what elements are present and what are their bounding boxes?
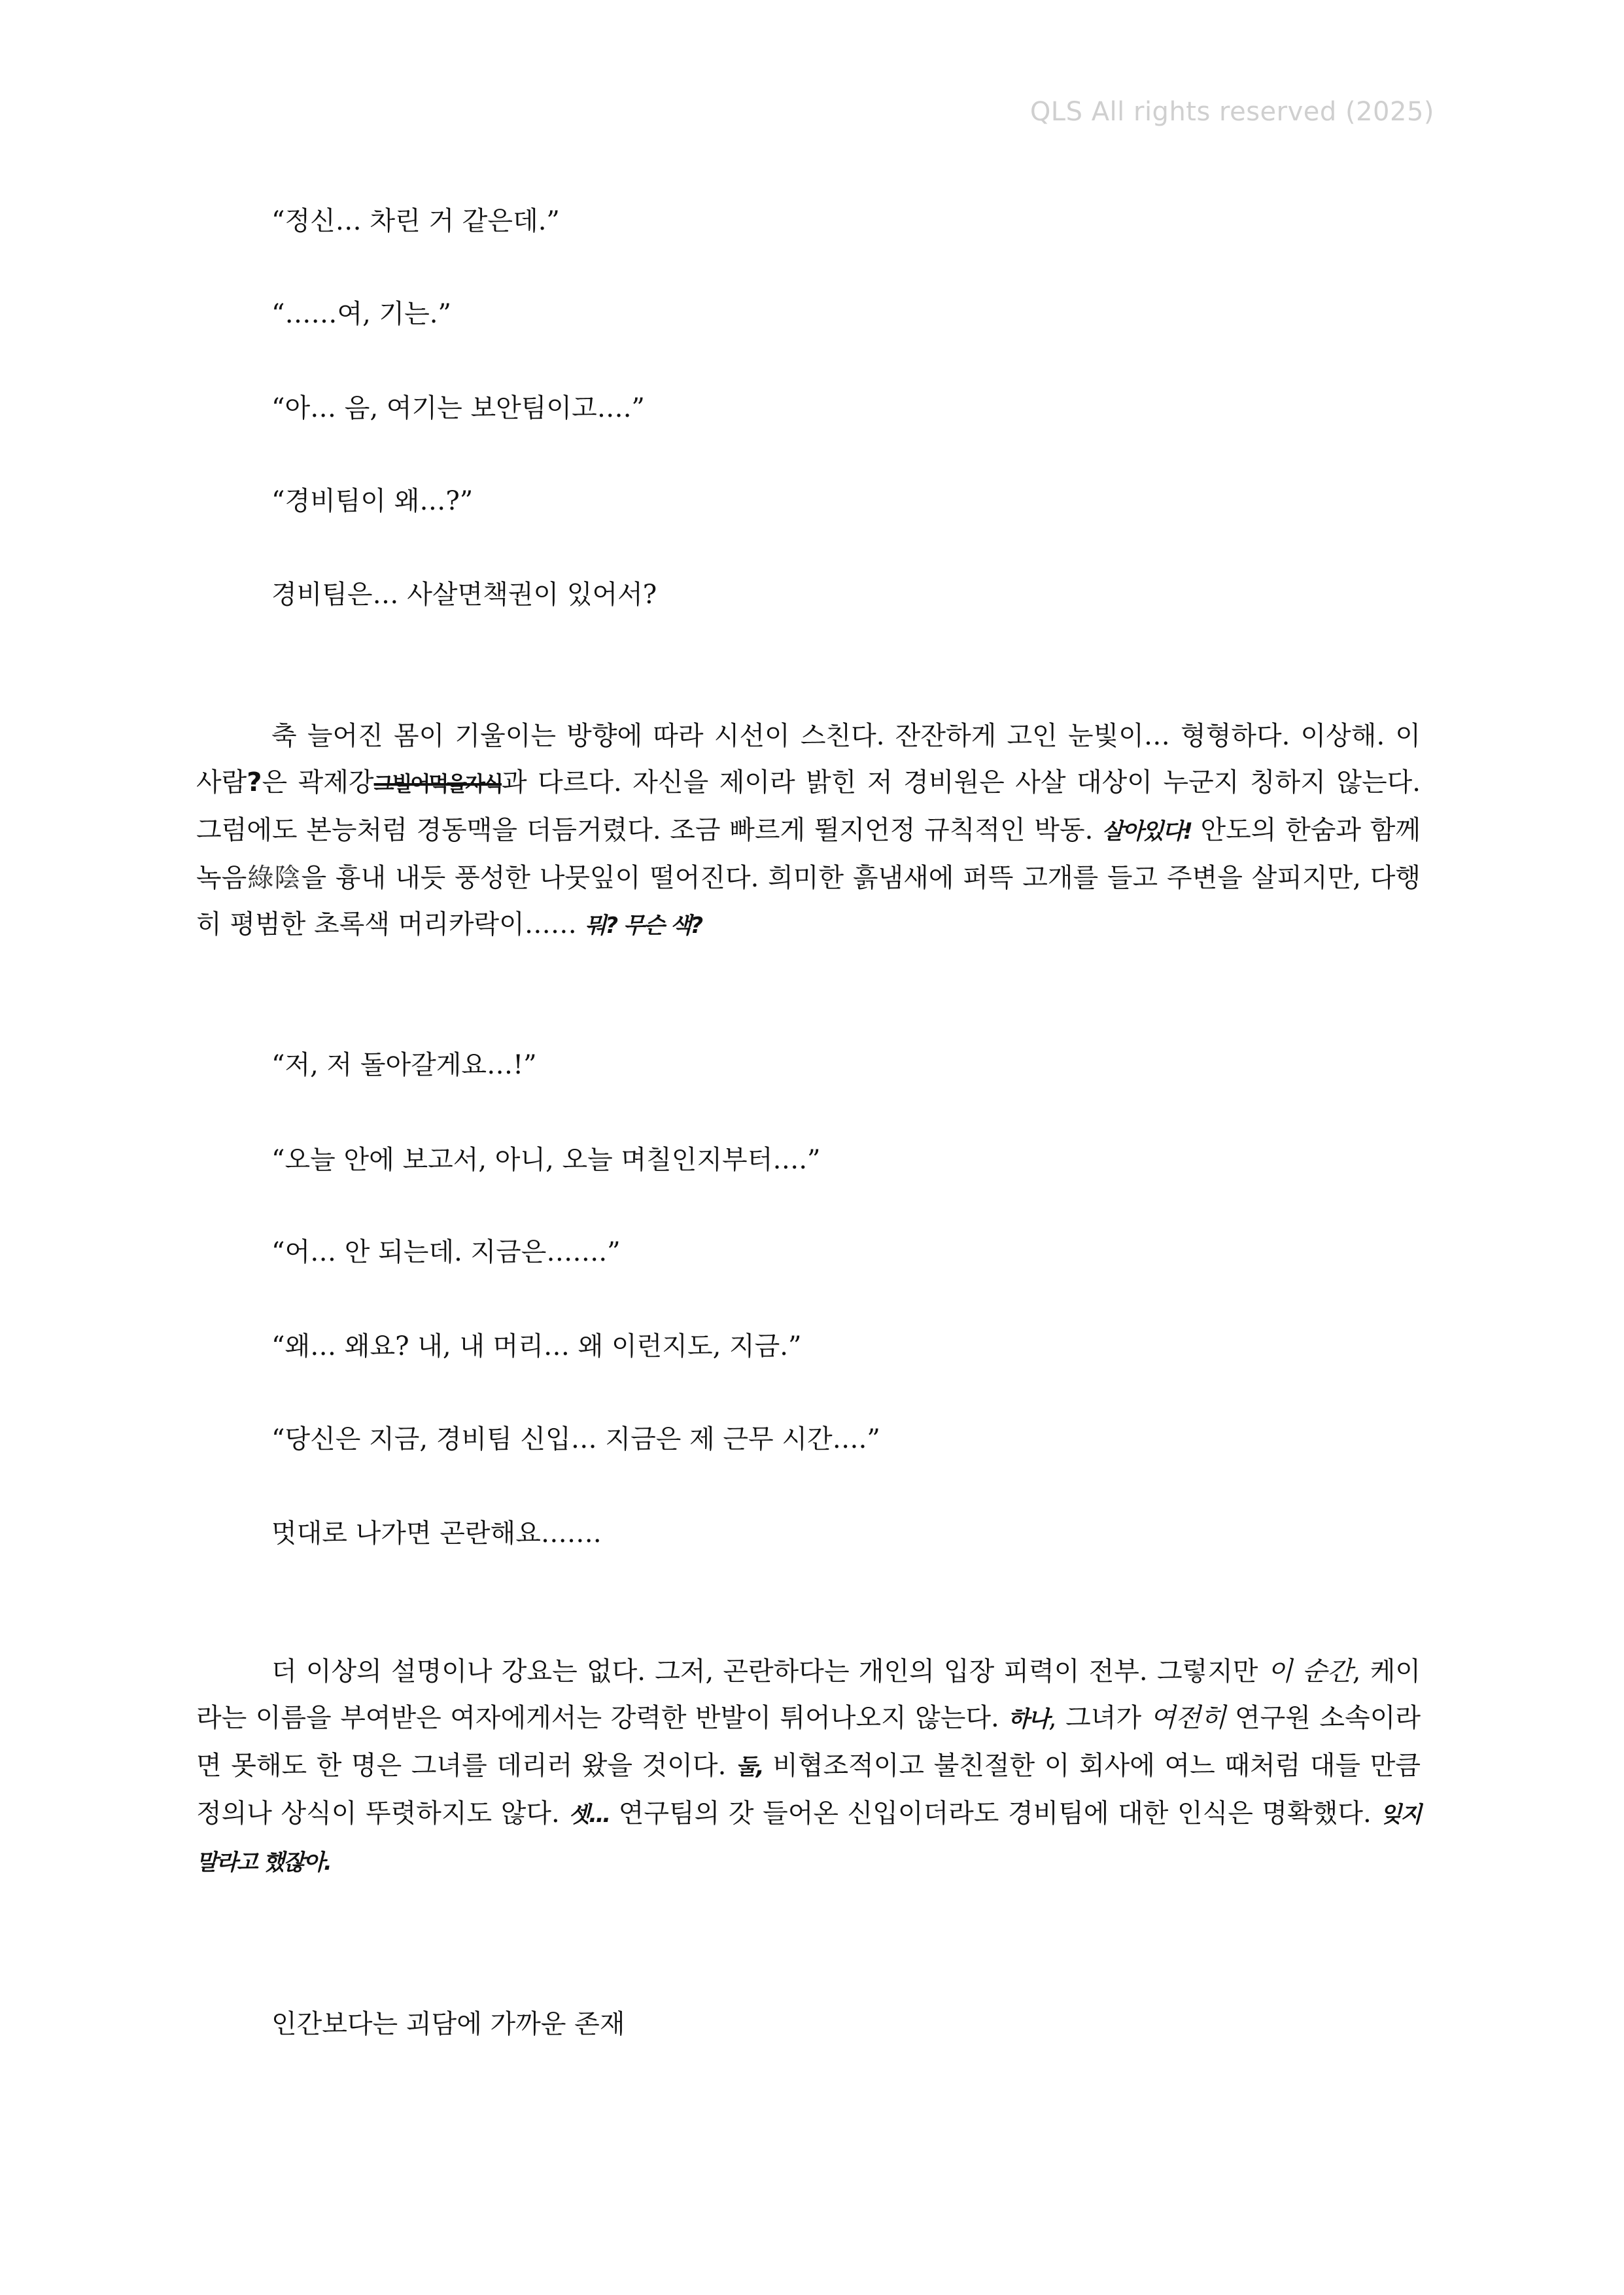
paragraph-text: , 그녀가: [1048, 1703, 1150, 1733]
paragraph-text: 안도의 한숨과 함께 녹음: [196, 815, 1421, 893]
paragraph-text: 더 이상의 설명이나 강요는 없다. 그저, 곤란하다는 개인의 입장 피력이 전부. 그렇지만: [271, 1656, 1268, 1687]
handwritten-emphasis: 하나: [1008, 1706, 1048, 1732]
handwritten-emphasis: 뭐? 무슨 색?: [585, 913, 702, 939]
dialogue-line: “정신… 차린 거 같은데.”: [271, 206, 560, 236]
emphasis-question-mark: ?: [247, 767, 262, 797]
italic-emphasis: 여전히: [1150, 1703, 1226, 1733]
inner-thought-line: 경비팀은… 사살면책권이 있어서?: [271, 580, 657, 610]
paragraph-text: 을 흉내 내듯 풍성한 나뭇잎이 떨어진다. 희미한 흙냄새에 퍼뜩 고개를 들고 주변을 살피지만, 다행히 평범한 초록색 머리카락이……: [196, 863, 1421, 939]
handwritten-emphasis: 셋…: [568, 1802, 610, 1828]
dialogue-line: “오늘 안에 보고서, 아니, 오늘 며칠인지부터….”: [271, 1145, 821, 1175]
dialogue-line: “당신은 지금, 경비팀 신입… 지금은 제 근무 시간….”: [271, 1424, 880, 1454]
handwritten-emphasis: 잊지 말라고 했잖아.: [196, 1802, 1421, 1876]
dialogue-line: “어… 안 되는데. 지금은…….”: [271, 1237, 621, 1267]
copyright-watermark: QLS All rights reserved (2025): [1029, 97, 1434, 127]
paragraph-text: 과 다르다. 자신을 제이라 밝힌 저 경비원은 사살 대상이 누군지 칭하지 않는다. 그럼에도 본능처럼 경동맥을 더듬거렸다. 조금 빠르게 뛸지언정 규칙적인 박동.: [196, 767, 1421, 845]
dialogue-line: “……여, 기는.”: [271, 299, 451, 329]
paragraph-text: 비협조적이고 불친절한 이 회사에 여느 때처럼 대들 만큼 정의나 상식이 뚜렷하지도 않다.: [196, 1751, 1421, 1829]
paragraph-text: , 케이라는 이름을 부여받은 여자에게서는 강력한 반발이 튀어나오지 않는다.: [196, 1656, 1421, 1733]
inner-thought-line: 멋대로 나가면 곤란해요…….: [271, 1518, 602, 1549]
narrative-paragraph-1: [196, 713, 1421, 949]
handwritten-emphasis: 살아있다!: [1101, 818, 1192, 845]
struck-through-text: 그빌어먹을자식: [373, 771, 502, 796]
handwritten-emphasis: 둘,: [735, 1754, 763, 1780]
hanja-annotation: 綠陰: [247, 863, 302, 893]
paragraph-text: 은 곽제강: [262, 767, 374, 797]
dialogue-line: “왜… 왜요? 내, 내 머리… 왜 이런지도, 지금.”: [271, 1331, 802, 1361]
dialogue-line: “경비팀이 왜…?”: [271, 486, 474, 516]
paragraph-text: 연구원 소속이라면 못해도 한 명은 그녀를 데리러 왔을 것이다.: [196, 1703, 1421, 1781]
dialogue-line: “저, 저 돌아갈게요…!”: [271, 1050, 537, 1080]
narrative-paragraph-2: [196, 1649, 1421, 1886]
closing-line: 인간보다는 괴담에 가까운 존재: [271, 2009, 625, 2039]
paragraph-text: 축 늘어진 몸이 기울이는 방향에 따라 시선이 스친다. 잔잔하게 고인 눈빛이… 형형하다. 이상해. 이 사람: [196, 721, 1421, 797]
paragraph-text: 연구팀의 갓 들어온 신입이더라도 경비팀에 대한 인식은 명확했다.: [610, 1798, 1381, 1829]
dialogue-line: “아… 음, 여기는 보안팀이고….”: [271, 393, 645, 423]
italic-emphasis: 이 순간: [1267, 1656, 1353, 1687]
